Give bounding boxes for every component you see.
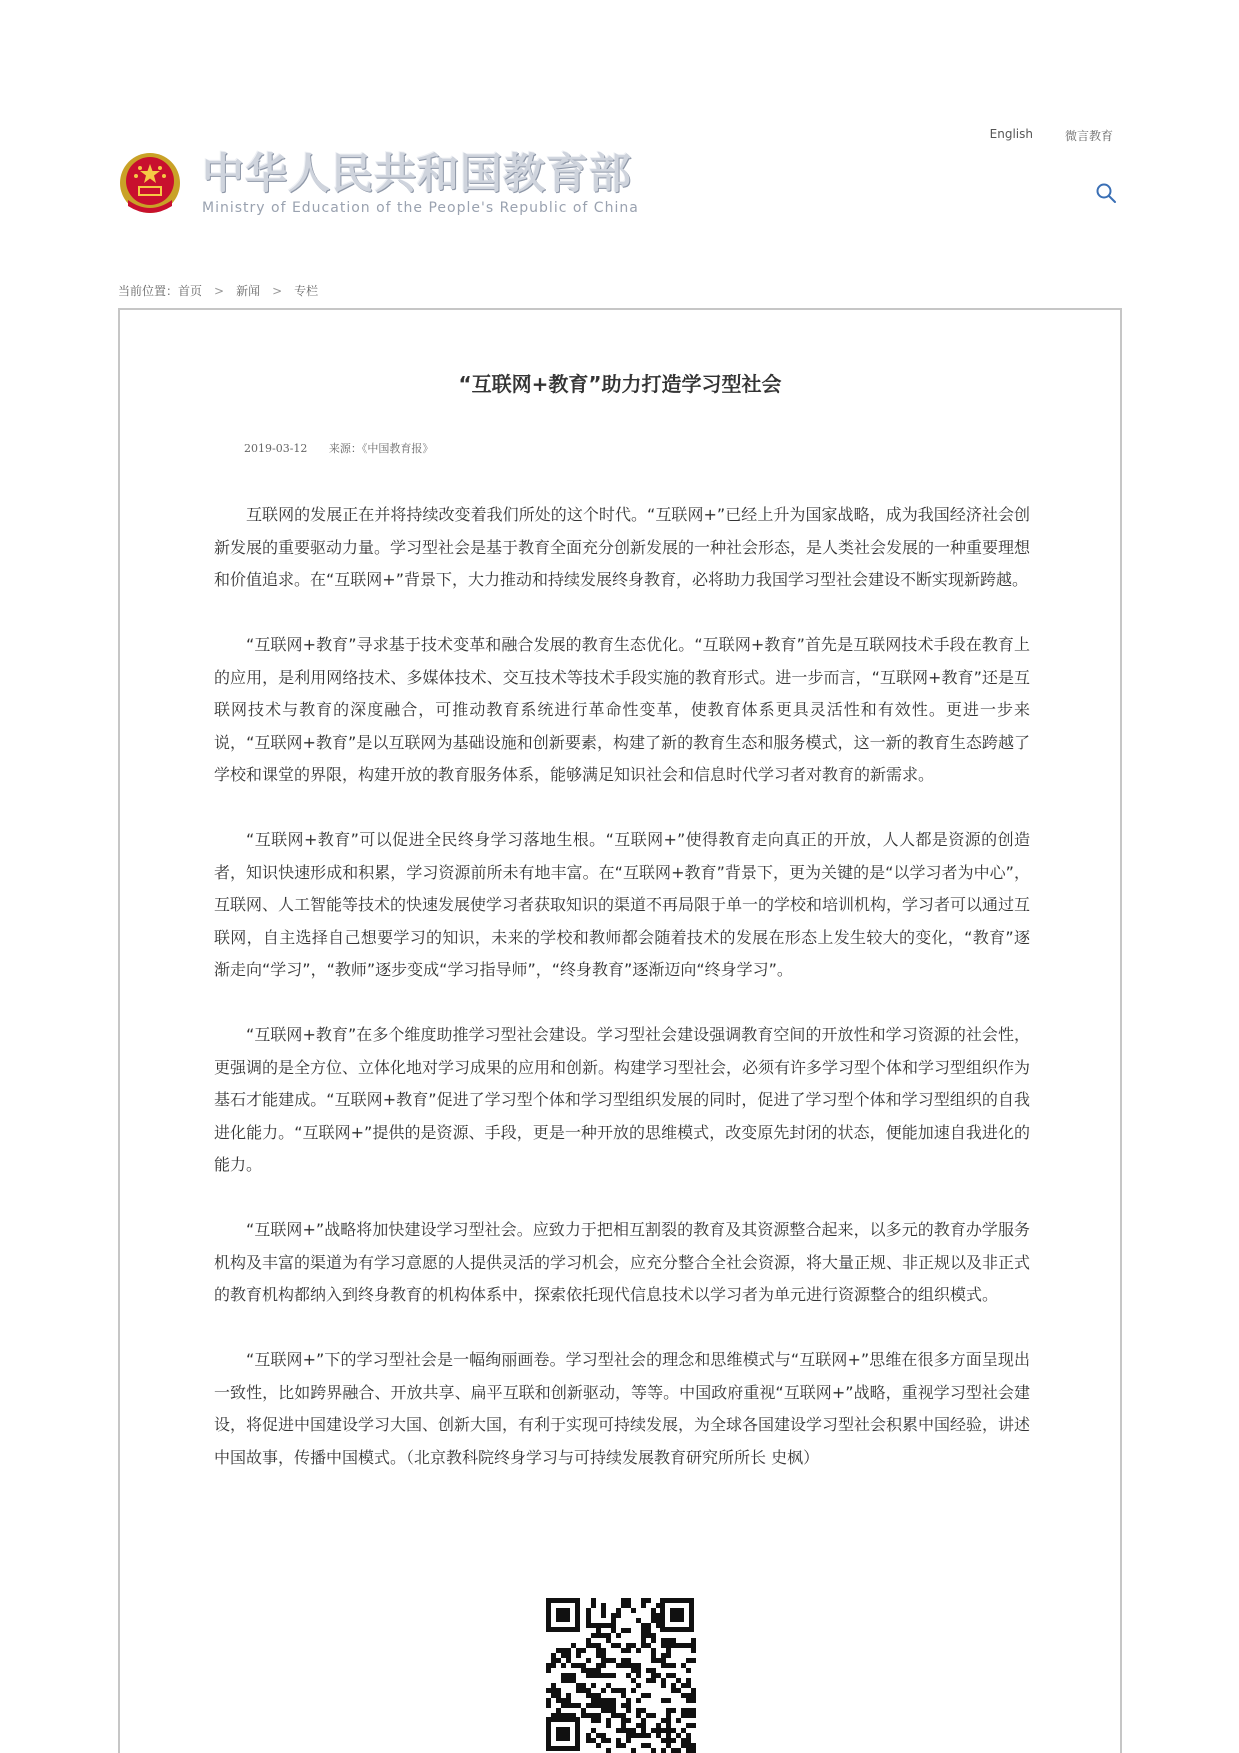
weiyan-link[interactable]: 微言教育 <box>1064 129 1113 143</box>
article-paragraph: “互联网+”战略将加快建设学习型社会。应致力于把相互割裂的教育及其资源整合起来，以多元的教育办学服务机构及丰富的渠道为有学习意愿的人提供灵活的学习机会，应充分整合全社会资源，将大量正规、非正规以及非正式的教育机构都纳入到终身教育的机构体系中，探索依托现代信息技术以学习者为单元进行资源整合的组织模式。 <box>214 1220 1031 1304</box>
breadcrumb-separator: > <box>272 283 283 298</box>
article-paragraph: “互联网+”下的学习型社会是一幅绚丽画卷。学习型社会的理念和思维模式与“互联网+”思维在很多方面呈现出一致性，比如跨界融合、开放共享、扁平互联和创新驱动，等等。中国政府重视“互联网+”战略，重视学习型社会建设，将促进中国建设学习大国、创新大国，有利于实现可持续发展，为全球各国建设学习型社会积累中国经验，讲述中国故事，传播中国模式。（北京教科院终身学习与可持续发展教育研究所所长 史枫） <box>214 1350 1031 1467</box>
article-paragraph: 互联网的发展正在并将持续改变着我们所处的这个时代。“互联网+”已经上升为国家战略，成为我国经济社会创新发展的重要驱动力量。学习型社会是基于教育全面充分创新发展的一种社会形态，是人类社会发展的一种重要理想和价值追求。在“互联网+”背景下，大力推动和持续发展终身教育，必将助力我国学习型社会建设不断实现新跨越。 <box>214 505 1031 589</box>
english-link[interactable]: English <box>989 127 1033 141</box>
breadcrumb-separator: > <box>214 283 225 298</box>
breadcrumb-label: 当前位置： <box>118 284 179 298</box>
search-icon[interactable] <box>1095 182 1117 204</box>
qr-code <box>544 1596 696 1753</box>
article-meta <box>244 440 433 456</box>
breadcrumb-home[interactable]: 首页 <box>178 284 203 298</box>
breadcrumb-news[interactable]: 新闻 <box>236 284 261 298</box>
article-paragraph: “互联网+教育”寻求基于技术变革和融合发展的教育生态优化。“互联网+教育”首先是互联网技术手段在教育上的应用，是利用网络技术、多媒体技术、交互技术等技术手段实施的教育形式。进一步而言，“互联网+教育”还是互联网技术与教育的深度融合，可推动教育系统进行革命性变革，使教育体系更具灵活性和有效性。更进一步来说，“互联网+教育”是以互联网为基础设施和创新要素，构建了新的教育生态和服务模式，这一新的教育生态跨越了学校和课堂的界限，构建开放的教育服务体系，能够满足知识社会和信息时代学习者对教育的新需求。 <box>214 635 1030 784</box>
site-logo[interactable] <box>118 150 639 218</box>
breadcrumb-column[interactable]: 专栏 <box>294 284 319 298</box>
logo-english-name: Ministry of Education of the People's Republic of China <box>202 200 639 216</box>
logo-chinese-name: 中华人民共和国教育部 <box>202 149 633 198</box>
article-paragraph: “互联网+教育”可以促进全民终身学习落地生根。“互联网+”使得教育走向真正的开放，人人都是资源的创造者，知识快速形成和积累，学习资源前所未有地丰富。在“互联网+教育”背景下，更为关键的是“以学习者为中心”，互联网、人工智能等技术的快速发展使学习者获取知识的渠道不再局限于单一的学校和培训机构，学习者可以通过互联网，自主选择自己想要学习的知识，未来的学校和教师都会随着技术的发展在形态上发生较大的变化，“教育”逐渐走向“学习”，“教师”逐步变成“学习指导师”，“终身教育”逐渐迈向“终身学习”。 <box>214 830 1031 979</box>
article-date: 2019-03-12 <box>244 442 308 455</box>
article-content <box>214 499 1030 1507</box>
national-emblem-icon <box>118 150 182 218</box>
article-container <box>118 308 1122 1753</box>
article-title: “互联网+教育”助力打造学习型社会 <box>458 372 782 396</box>
top-links <box>990 127 1113 144</box>
article-source: 来源：《中国教育报》 <box>328 442 434 455</box>
article-paragraph: “互联网+教育”在多个维度助推学习型社会建设。学习型社会建设强调教育空间的开放性和学习资源的社会性，更强调的是全方位、立体化地对学习成果的应用和创新。构建学习型社会，必须有许多学习型个体和学习型组织作为基石才能建成。“互联网+教育”促进了学习型个体和学习型组织发展的同时，促进了学习型个体和学习型组织的自我进化能力。“互联网+”提供的是资源、手段，更是一种开放的思维模式，改变原先封闭的状态，便能加速自我进化的能力。 <box>214 1025 1031 1174</box>
breadcrumb <box>118 282 318 299</box>
